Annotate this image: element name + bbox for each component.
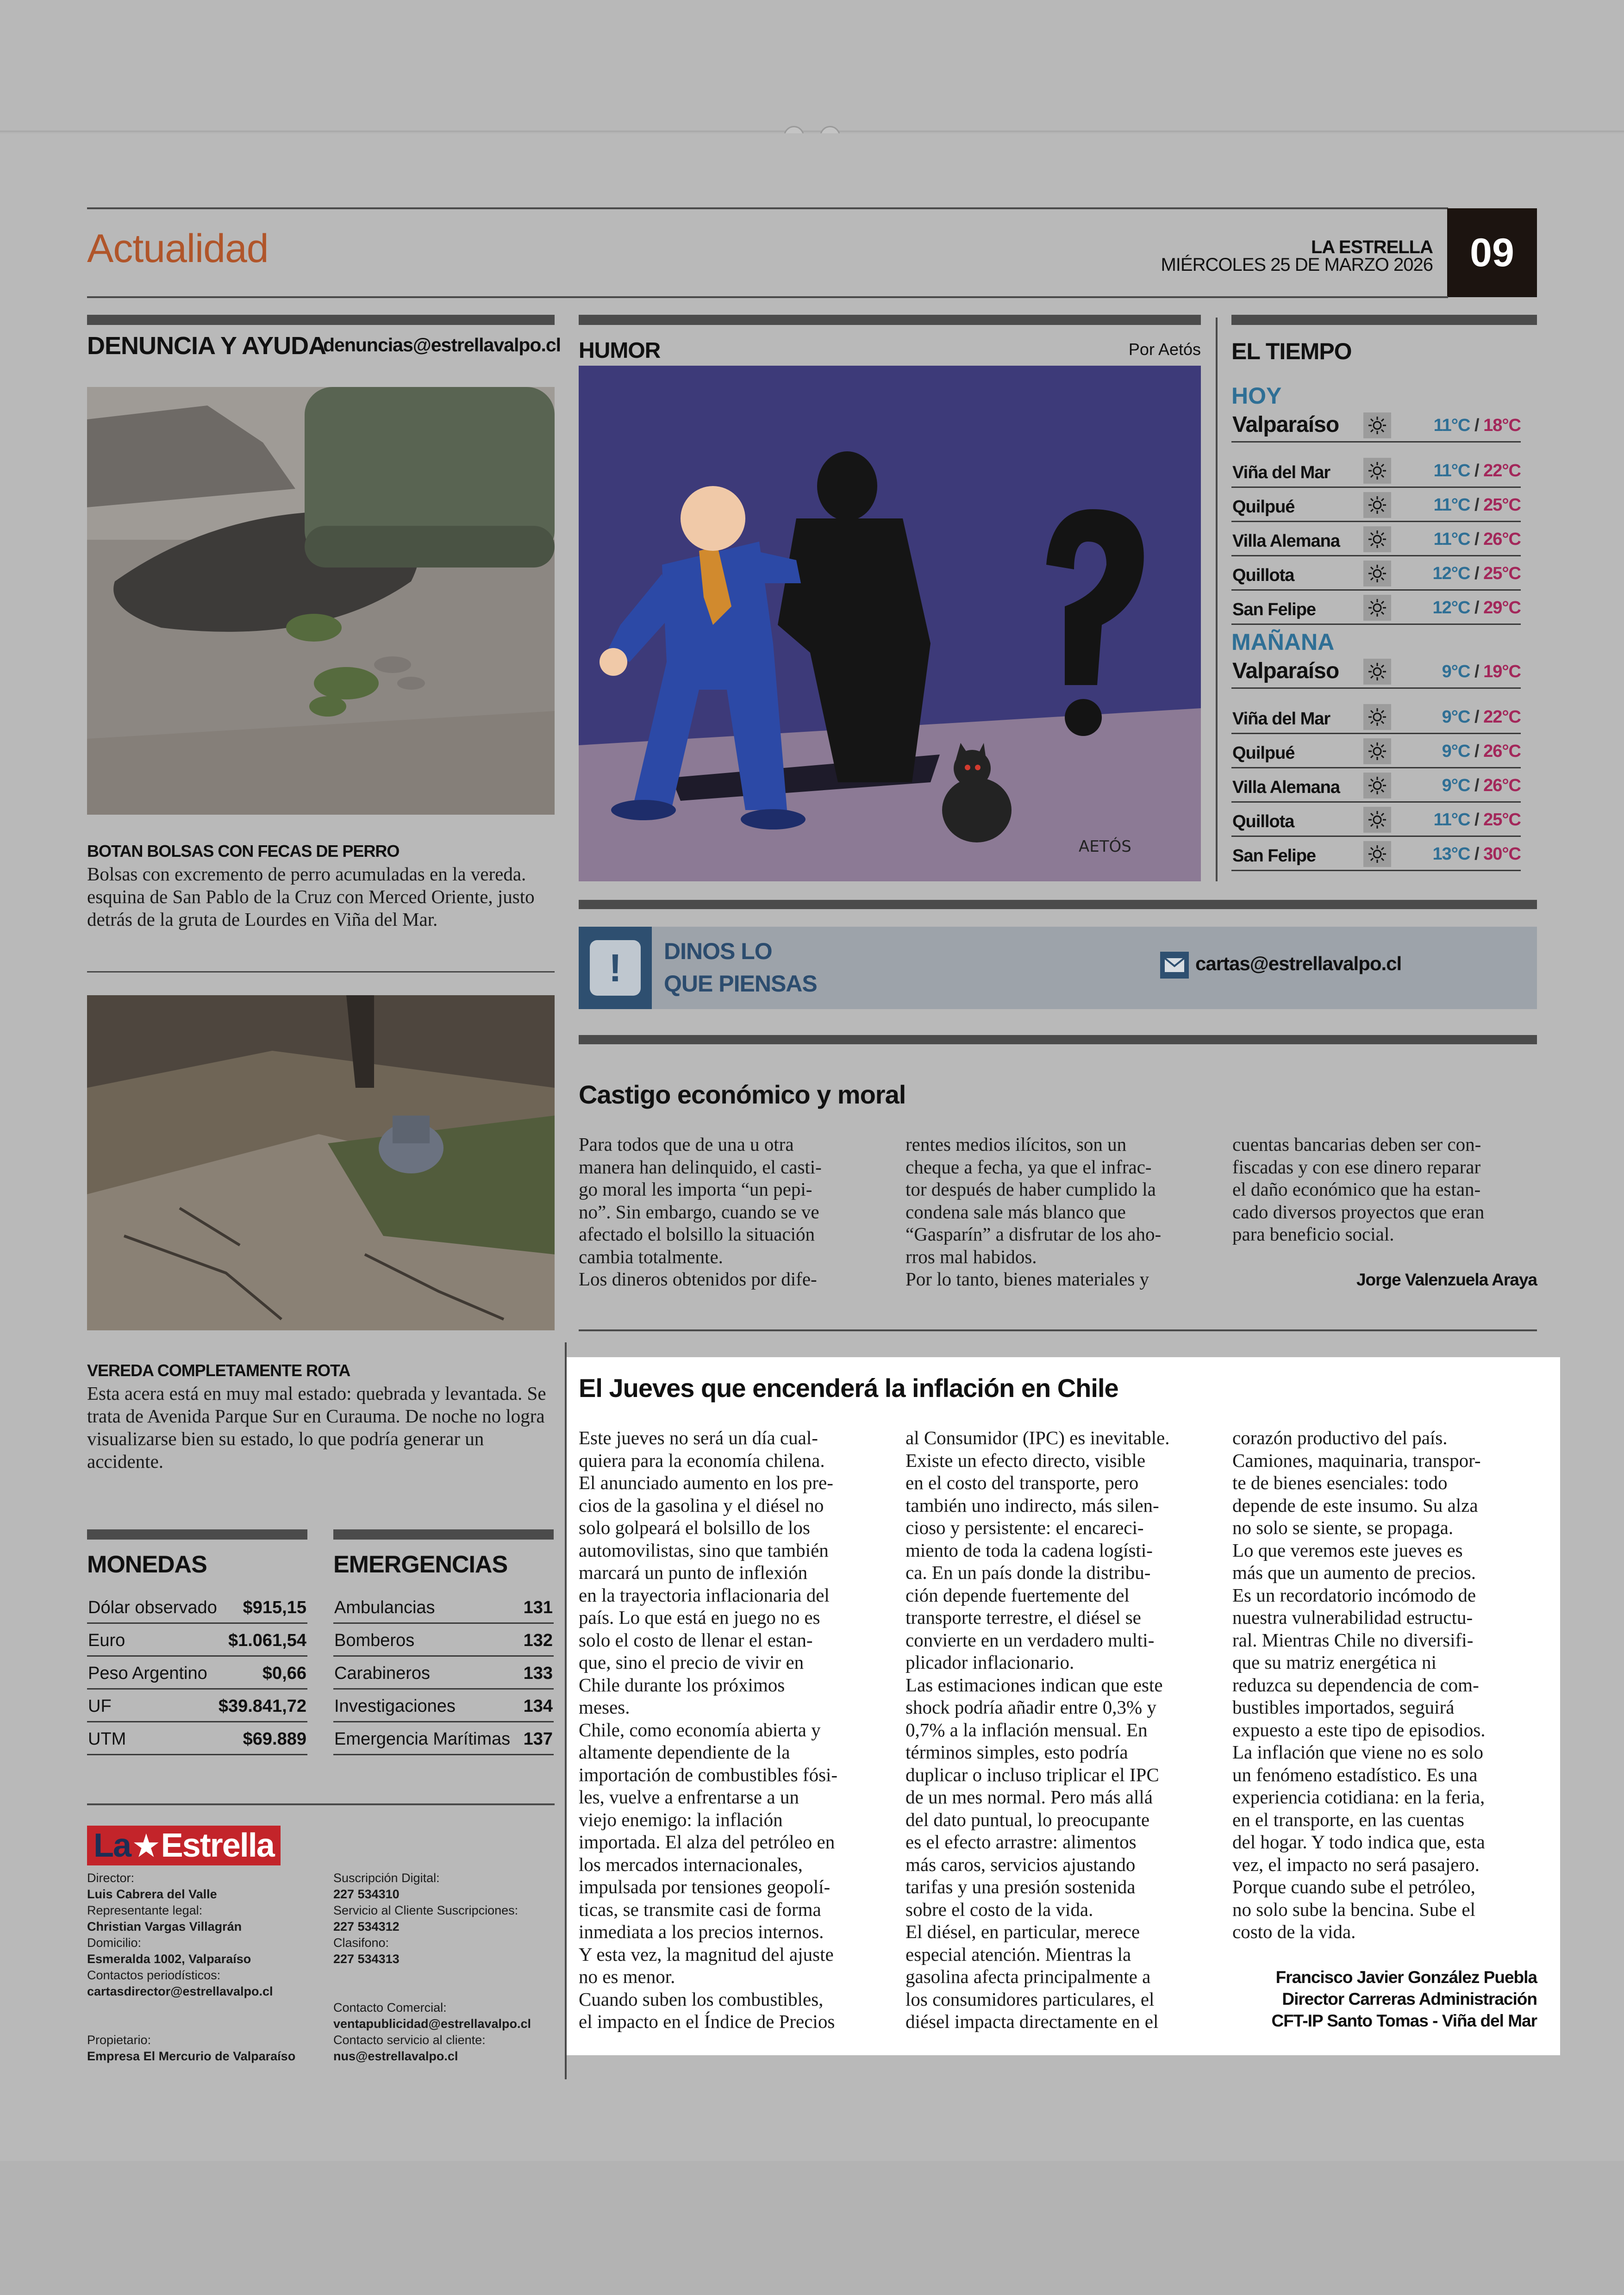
temp-min: 13°C xyxy=(1432,844,1470,864)
weather-city: Viña del Mar xyxy=(1232,463,1330,482)
emergencias-row xyxy=(333,1689,554,1722)
temp-min: 9°C xyxy=(1442,707,1470,727)
monedas-row xyxy=(87,1623,307,1657)
temp-separator: / xyxy=(1470,844,1484,864)
weather-title: EL TIEMPO xyxy=(1231,338,1352,364)
sun-icon xyxy=(1363,704,1391,730)
temp-separator: / xyxy=(1470,530,1484,549)
sun-icon xyxy=(1363,412,1391,438)
emergencias-label: Emergencia Marítimas xyxy=(334,1729,511,1749)
cliente-label: Contacto servicio al cliente: xyxy=(333,2033,486,2047)
temp-max: 26°C xyxy=(1483,742,1521,761)
mail-icon xyxy=(1160,952,1189,979)
temp-max: 25°C xyxy=(1483,495,1521,515)
temp-min: 11°C xyxy=(1433,530,1470,549)
temp-separator: / xyxy=(1470,598,1484,617)
temp-max: 22°C xyxy=(1483,707,1521,727)
cartoon-image xyxy=(579,366,1201,881)
emergencias-value: 137 xyxy=(523,1729,553,1749)
humor-author: Por Aetós xyxy=(1128,340,1201,359)
weather-temp xyxy=(1433,564,1521,584)
weather-row-tomorrow xyxy=(1231,701,1521,734)
monedas-title: MONEDAS xyxy=(87,1551,207,1578)
monedas-value: $0,66 xyxy=(262,1664,306,1683)
domicilio-label: Domicilio: xyxy=(87,1936,142,1950)
contactos-label: Contactos periodísticos: xyxy=(87,1968,221,1982)
clasi-value: 227 534313 xyxy=(333,1952,400,1966)
weather-row-tomorrow xyxy=(1231,735,1521,768)
emergencias-label: Bomberos xyxy=(334,1631,415,1650)
logo xyxy=(87,1826,281,1865)
letter-author: Jorge Valenzuela Araya xyxy=(1356,1270,1537,1289)
weather-city: Valparaíso xyxy=(1232,412,1339,437)
weather-temp xyxy=(1434,495,1521,515)
weather-temp xyxy=(1442,662,1521,682)
legal-label: Representante legal: xyxy=(87,1903,203,1917)
logo-part-1: La xyxy=(94,1827,131,1864)
weather-row-today xyxy=(1231,557,1521,591)
serv-label: Servicio al Cliente Suscripciones: xyxy=(333,1903,518,1917)
director-label: Director: xyxy=(87,1871,135,1885)
emergencias-bar xyxy=(333,1529,554,1540)
monedas-value: $1.061,54 xyxy=(228,1631,306,1650)
letter-col-1: Para todos que de una u otra manera han delinquido, el casti- go moral les importa “un pepi- no”. Sin embargo, cuando se ve afectado el bolsillo la situación cambia totalmente. Los dineros obtenidos por dife- xyxy=(579,1134,822,1290)
temp-min: 9°C xyxy=(1442,776,1470,795)
monedas-row xyxy=(87,1590,307,1624)
photo-dog-waste xyxy=(87,387,555,815)
article-author xyxy=(1213,1966,1537,2032)
caption-2-text: Esta acera está en muy mal estado: quebrada y levantada. Se trata de Avenida Parque Sur en Curauma. De noche no logra visualizarse bien su estado, lo que podría generar un accidente. xyxy=(87,1383,546,1472)
temp-min: 11°C xyxy=(1433,495,1470,515)
sun-icon xyxy=(1363,807,1391,833)
sun-icon xyxy=(1363,738,1391,764)
weather-temp xyxy=(1434,530,1521,549)
temp-max: 22°C xyxy=(1483,461,1521,480)
weather-city: Valparaíso xyxy=(1232,659,1339,683)
weather-row-today xyxy=(1231,592,1521,625)
susc-label: Suscripción Digital: xyxy=(333,1871,440,1885)
temp-separator: / xyxy=(1470,495,1484,515)
letter-col-3: cuentas bancarias deben ser con- fiscadas y con ese dinero reparar el daño económico que ha estan- cado diversos proyectos que eran para beneficio social. xyxy=(1232,1134,1485,1245)
temp-min: 11°C xyxy=(1433,461,1470,480)
monedas-row xyxy=(87,1656,307,1690)
sun-icon xyxy=(1363,561,1391,586)
emergencias-value: 133 xyxy=(523,1664,553,1683)
monedas-bar xyxy=(87,1529,307,1540)
logo-star-icon: ★ xyxy=(133,1830,158,1862)
sun-icon xyxy=(1363,595,1391,621)
cartoon-signature: AETÓS xyxy=(1079,837,1131,856)
weather-row-today xyxy=(1231,455,1521,488)
denuncia-bar xyxy=(87,315,555,325)
letter-bottom-rule xyxy=(579,1329,1537,1331)
caption-1-text: Bolsas con excremento de perro acumuladas en la vereda. esquina de San Pablo de la Cruz con Merced Oriente, justo detrás de la gruta de Lourdes en Viña del Mar. xyxy=(87,863,535,930)
weather-temp xyxy=(1442,742,1521,761)
dinos-title xyxy=(664,935,817,1000)
temp-max: 26°C xyxy=(1483,776,1521,795)
caption-2-title: VEREDA COMPLETAMENTE ROTA xyxy=(87,1361,350,1380)
weather-row-tomorrow xyxy=(1231,655,1521,689)
paper-name: LA ESTRELLA xyxy=(1311,237,1433,257)
masthead-left xyxy=(87,1870,295,2064)
monedas-row xyxy=(87,1722,307,1755)
prop-label: Propietario: xyxy=(87,2033,151,2047)
monedas-label: UF xyxy=(88,1696,112,1716)
emergencias-label: Ambulancias xyxy=(334,1598,435,1617)
weather-temp xyxy=(1434,810,1521,830)
letter-title: Castigo económico y moral xyxy=(579,1080,906,1109)
weather-tomorrow-label: MAÑANA xyxy=(1231,629,1335,655)
monedas-label: UTM xyxy=(88,1729,126,1749)
cliente-value[interactable]: nus@estrellavalpo.cl xyxy=(333,2049,458,2063)
monedas-label: Peso Argentino xyxy=(88,1664,207,1683)
dinos-bottom-bar xyxy=(579,1035,1537,1044)
sun-icon xyxy=(1363,526,1391,552)
sun-icon xyxy=(1363,659,1391,685)
weather-row-tomorrow xyxy=(1231,838,1521,871)
monedas-value: $39.841,72 xyxy=(218,1696,306,1716)
domicilio-value: Esmeralda 1002, Valparaíso xyxy=(87,1952,251,1966)
section-title: Actualidad xyxy=(87,226,269,271)
temp-max: 26°C xyxy=(1483,530,1521,549)
temp-separator: / xyxy=(1470,564,1484,583)
logo-part-2: Estrella xyxy=(161,1827,274,1864)
weather-city: San Felipe xyxy=(1232,846,1316,866)
denuncia-title: DENUNCIA Y AYUDA xyxy=(87,332,326,360)
page-number: 09 xyxy=(1447,208,1537,297)
dinos-line-1: DINOS LO xyxy=(664,938,772,964)
weather-city: Villa Alemana xyxy=(1232,531,1340,551)
sun-icon xyxy=(1363,773,1391,798)
comercial-value[interactable]: ventapublicidad@estrellavalpo.cl xyxy=(333,2017,531,2031)
article-author-role: Director Carreras Administración xyxy=(1282,1989,1537,2008)
weather-row-today xyxy=(1231,489,1521,522)
article-col-1: Este jueves no será un día cual- quiera para la economía chilena. El anunciado aumento en los pre- cios de la gasolina y el diésel no solo golpeará el bolsillo de los automovilistas, sino que también marcará un punto de inflexión en la trayectoria inflacionaria del país. Lo que está en juego no es solo el costo de llenar el estan- que, sino el precio de vivir en Chile durante los próximos meses. Chile, como economía abierta y altamente dependiente de la importación de combustibles fósi- les, vuelve a enfrentarse a un viejo enemigo: la inflación importada. El alza del petróleo en los mercados internacionales, impulsada por tensiones geopolí- ticas, se transmite casi de forma inmediata a los precios internos. Y esta vez, la magnitud del ajuste no es menor. Cuando suben los combustibles, el impacto en el Índice de Precios xyxy=(579,1427,838,2032)
monedas-value: $69.889 xyxy=(243,1729,306,1749)
weather-temp xyxy=(1442,776,1521,796)
temp-max: 30°C xyxy=(1483,844,1521,864)
prop-value: Empresa El Mercurio de Valparaíso xyxy=(87,2049,296,2063)
weather-row-tomorrow xyxy=(1231,769,1521,803)
emergencias-row xyxy=(333,1590,554,1624)
weather-temp xyxy=(1442,707,1521,727)
sun-icon xyxy=(1363,458,1391,484)
header-bottom-rule xyxy=(87,296,1448,298)
weather-temp xyxy=(1433,598,1521,618)
weather-temp xyxy=(1433,844,1521,864)
humor-title: HUMOR xyxy=(579,338,661,363)
temp-separator: / xyxy=(1470,810,1484,829)
emergencias-label: Carabineros xyxy=(334,1664,430,1683)
temp-min: 12°C xyxy=(1432,598,1470,617)
dinos-top-bar xyxy=(579,900,1537,909)
dinos-email[interactable]: cartas@estrellavalpo.cl xyxy=(1195,953,1402,974)
weather-city: Quillota xyxy=(1232,812,1294,831)
emergencias-value: 134 xyxy=(523,1696,553,1716)
dinos-line-2: QUE PIENSAS xyxy=(664,971,817,997)
weather-temp xyxy=(1434,461,1521,481)
emergencias-value: 131 xyxy=(523,1598,553,1617)
letter-col-2: rentes medios ilícitos, son un cheque a fecha, ya que el infrac- tor después de haber cumplido la condena sale más blanco que “Gasparín” a disfrutar de los aho- rros mal habidos. Por lo tanto, bienes materiales y xyxy=(906,1134,1162,1290)
temp-separator: / xyxy=(1470,416,1484,435)
humor-bar xyxy=(579,315,1201,325)
weather-city: Villa Alemana xyxy=(1232,778,1340,797)
monedas-row xyxy=(87,1689,307,1722)
emergencias-row xyxy=(333,1656,554,1690)
weather-row-tomorrow xyxy=(1231,804,1521,837)
temp-max: 25°C xyxy=(1483,564,1521,583)
viewer-bottom-area xyxy=(0,2161,1624,2295)
temp-max: 25°C xyxy=(1483,810,1521,829)
emergencias-value: 132 xyxy=(523,1631,553,1650)
legal-name: Christian Vargas Villagrán xyxy=(87,1920,242,1933)
article-author-org: CFT-IP Santo Tomas - Viña del Mar xyxy=(1271,2011,1537,2030)
sun-icon xyxy=(1363,841,1391,867)
comercial-label: Contacto Comercial: xyxy=(333,2001,447,2014)
temp-max: 18°C xyxy=(1483,416,1521,435)
temp-min: 12°C xyxy=(1432,564,1470,583)
temp-separator: / xyxy=(1470,742,1484,761)
temp-separator: / xyxy=(1470,662,1484,681)
susc-value: 227 534310 xyxy=(333,1887,400,1901)
viewer-top-bar xyxy=(0,0,1624,132)
weather-today-label: HOY xyxy=(1231,383,1282,409)
temp-min: 9°C xyxy=(1442,662,1470,681)
temp-separator: / xyxy=(1470,707,1484,727)
header-top-rule xyxy=(87,207,1448,209)
masthead-right xyxy=(333,1870,531,2064)
denuncia-email[interactable]: denuncias@estrellavalpo.cl xyxy=(323,334,561,355)
masthead-rule xyxy=(87,1803,555,1805)
weather-city: Quillota xyxy=(1232,566,1294,585)
temp-min: 9°C xyxy=(1442,742,1470,761)
weather-rule xyxy=(1216,318,1218,881)
emergencias-row xyxy=(333,1623,554,1657)
weather-city: San Felipe xyxy=(1232,600,1316,619)
director-name: Luis Cabrera del Valle xyxy=(87,1887,217,1901)
article-title: El Jueves que encenderá la inflación en Chile xyxy=(579,1373,1118,1403)
weather-bar xyxy=(1231,315,1537,325)
issue-date: MIÉRCOLES 25 DE MARZO 2026 xyxy=(1161,255,1433,275)
serv-value: 227 534312 xyxy=(333,1920,400,1933)
clasi-label: Clasifono: xyxy=(333,1936,389,1950)
contactos-value[interactable]: cartasdirector@estrellavalpo.cl xyxy=(87,1984,273,1998)
weather-row-today xyxy=(1231,523,1521,556)
temp-min: 11°C xyxy=(1433,810,1470,829)
emergencias-label: Investigaciones xyxy=(334,1696,456,1716)
denuncia-divider xyxy=(87,971,555,973)
photo-broken-sidewalk xyxy=(87,995,555,1330)
temp-separator: / xyxy=(1470,776,1484,795)
temp-min: 11°C xyxy=(1433,416,1470,435)
article-author-name: Francisco Javier González Puebla xyxy=(1275,1968,1537,1987)
monedas-value: $915,15 xyxy=(243,1598,306,1617)
temp-max: 19°C xyxy=(1483,662,1521,681)
article-col-2: al Consumidor (IPC) es inevitable. Existe un efecto directo, visible en el costo del transporte, pero también uno indirecto, más silen- cioso y persistente: el encareci- miento de toda la cadena logísti- ca. En un país donde la distribu- ción depende fuertemente del transporte terrestre, el diésel se convierte en un verdadero multi- plicador inflacionario. Las estimaciones indican que este shock podría añadir entre 0,3% y 0,7% a la inflación mensual. En términos simples, esto podría duplicar o incluso triplicar el IPC de un mes normal. Pero más allá del dato puntual, lo preocupante es el efecto arrastre: alimentos más caros, servicios ajustando tarifas y una presión sostenida sobre el costo de la vida. El diésel, en particular, merece especial atención. Mientras la gasolina afecta principalmente a los consumidores particulares, el diésel impacta directamente en el xyxy=(906,1427,1170,2032)
emergencias-title: EMERGENCIAS xyxy=(333,1551,508,1578)
weather-city: Viña del Mar xyxy=(1232,709,1330,729)
caption-1-title: BOTAN BOLSAS CON FECAS DE PERRO xyxy=(87,842,400,861)
article-col-3: corazón productivo del país. Camiones, maquinaria, transpor- te de bienes esenciales: todo depende de este insumo. Su alza no solo se siente, se propaga. Lo que veremos este jueves es más que un aumento de precios. Es un recordatorio incómodo de nuestra vulnerabilidad estructu- ral. Mientras Chile no diversifi- que su matriz energética ni reduzca su dependencia de com- bustibles importados, seguirá expuesto a este tipo de episodios. La inflación que viene no es solo un fenómeno estadístico. Es una experiencia cotidiana: en la feria, en el transporte, en las cuentas del hogar. Y todo indica que, esta vez, el impacto no será pasajero. Porque cuando sube el petróleo, no solo sube la bencina. Sube el costo de la vida. xyxy=(1232,1427,1486,1942)
exclamation-icon: ! xyxy=(579,927,652,1009)
monedas-label: Euro xyxy=(88,1631,125,1650)
monedas-label: Dólar observado xyxy=(88,1598,217,1617)
temp-max: 29°C xyxy=(1483,598,1521,617)
emergencias-row xyxy=(333,1722,554,1755)
weather-city: Quilpué xyxy=(1232,497,1295,517)
temp-separator: / xyxy=(1470,461,1484,480)
weather-city: Quilpué xyxy=(1232,743,1295,763)
weather-row-today xyxy=(1231,409,1521,443)
weather-temp xyxy=(1434,416,1521,436)
sun-icon xyxy=(1363,492,1391,518)
